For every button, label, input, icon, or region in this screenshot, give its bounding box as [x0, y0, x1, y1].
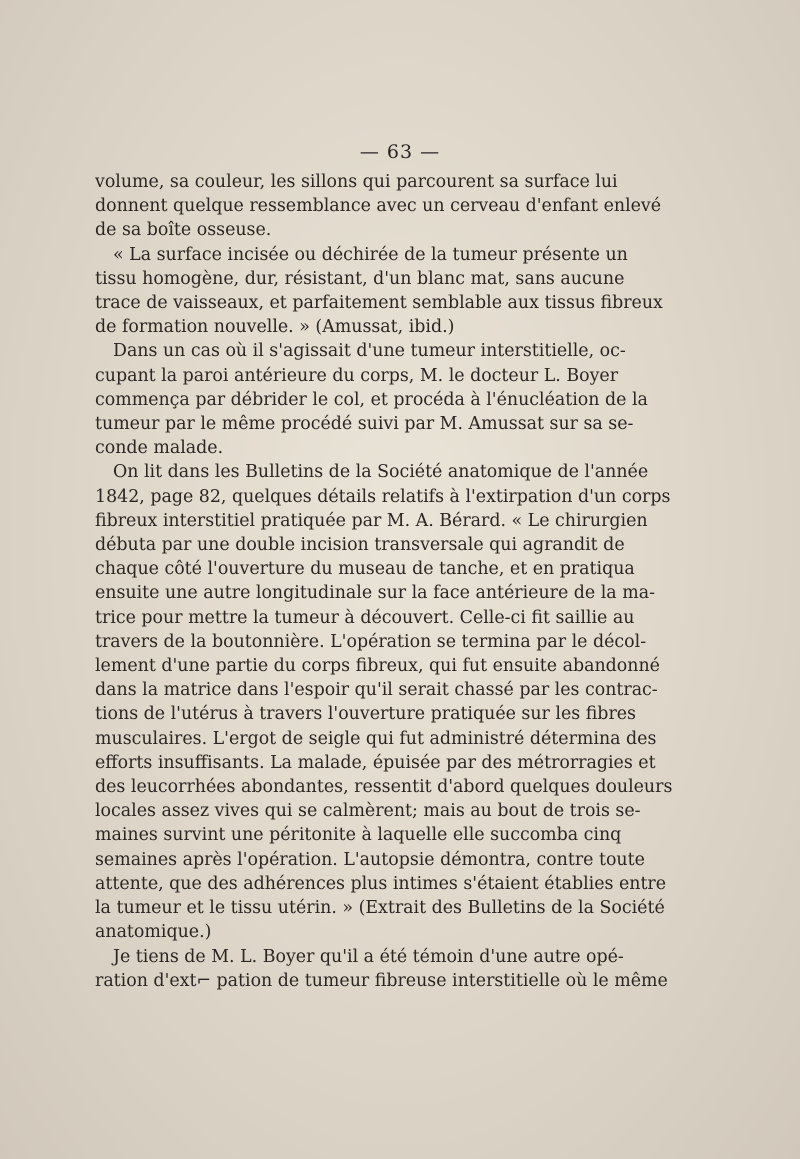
- text-line: de formation nouvelle. » (Amussat, ibid.): [95, 317, 455, 338]
- text-line: musculaires. L'ergot de seigle qui fut administré détermina des: [95, 728, 657, 749]
- text-line: ensuite une autre longitudinale sur la face antérieure de la ma-: [95, 583, 655, 604]
- text-line: donnent quelque ressemblance avec un cerveau d'enfant enlevé: [95, 196, 662, 217]
- text-line: « La surface incisée ou déchirée de la tumeur présente un: [113, 244, 628, 265]
- text-line: maines survint une péritonite à laquelle elle succomba cinq: [95, 825, 622, 846]
- text-line: Je tiens de M. L. Boyer qu'il a été témoin d'une autre opé-: [113, 946, 624, 967]
- text-line: trice pour mettre la tumeur à découvert. Celle-ci fit saillie au: [95, 607, 635, 628]
- text-line: chaque côté l'ouverture du museau de tanche, et en pratiqua: [95, 559, 635, 580]
- text-line: tissu homogène, dur, résistant, d'un blanc mat, sans aucune: [95, 268, 625, 289]
- text-line: semaines après l'opération. L'autopsie démontra, contre toute: [95, 849, 645, 870]
- text-line: fibreux interstitiel pratiquée par M. A. Bérard. « Le chirurgien: [95, 510, 648, 531]
- text-line: efforts insuffisants. La malade, épuisée par des métrorragies et: [95, 752, 656, 773]
- text-line: tumeur par le même procédé suivi par M. Amussat sur sa se-: [95, 414, 634, 435]
- text-line: la tumeur et le tissu utérin. » (Extrait des Bulletins de la Société: [95, 898, 665, 919]
- text-line: débuta par une double incision transversale qui agrandit de: [95, 535, 625, 556]
- text-line: lement d'une partie du corps fibreux, qui fut ensuite abandonné: [95, 656, 660, 677]
- text-line: On lit dans les Bulletins de la Société anatomique de l'année: [113, 462, 649, 483]
- text-line: ration d'ext⌐ pation de tumeur fibreuse interstitielle où le même: [95, 970, 668, 991]
- text-line: 1842, page 82, quelques détails relatifs à l'extirpation d'un corps: [95, 486, 671, 507]
- text-line: volume, sa couleur, les sillons qui parcourent sa surface lui: [95, 172, 618, 192]
- page-number-header: — 63 —: [359, 141, 441, 163]
- text-line: cupant la paroi antérieure du corps, M. le docteur L. Boyer: [95, 365, 619, 386]
- text-line: commença par débrider le col, et procéda à l'énucléation de la: [95, 389, 648, 410]
- text-line: dans la matrice dans l'espoir qu'il serait chassé par les contrac-: [95, 680, 658, 701]
- text-line: locales assez vives qui se calmèrent; mais au bout de trois se-: [95, 801, 641, 822]
- text-line: des leucorrhées abondantes, ressentit d'abord quelques douleurs: [95, 777, 673, 798]
- text-line: conde malade.: [95, 438, 224, 459]
- text-line: de sa boîte osseuse.: [95, 220, 272, 241]
- text-line: tions de l'utérus à travers l'ouverture pratiquée sur les fibres: [95, 704, 636, 725]
- text-line: anatomique.): [95, 922, 212, 943]
- text-line: attente, que des adhérences plus intimes s'étaient établies entre: [95, 873, 667, 894]
- body-text: [95, 170, 673, 993]
- text-line: trace de vaisseaux, et parfaitement semblable aux tissus fibreux: [95, 293, 663, 314]
- text-line: travers de la boutonnière. L'opération se termina par le décol-: [95, 631, 647, 652]
- text-line: Dans un cas où il s'agissait d'une tumeur interstitielle, oc-: [113, 341, 626, 362]
